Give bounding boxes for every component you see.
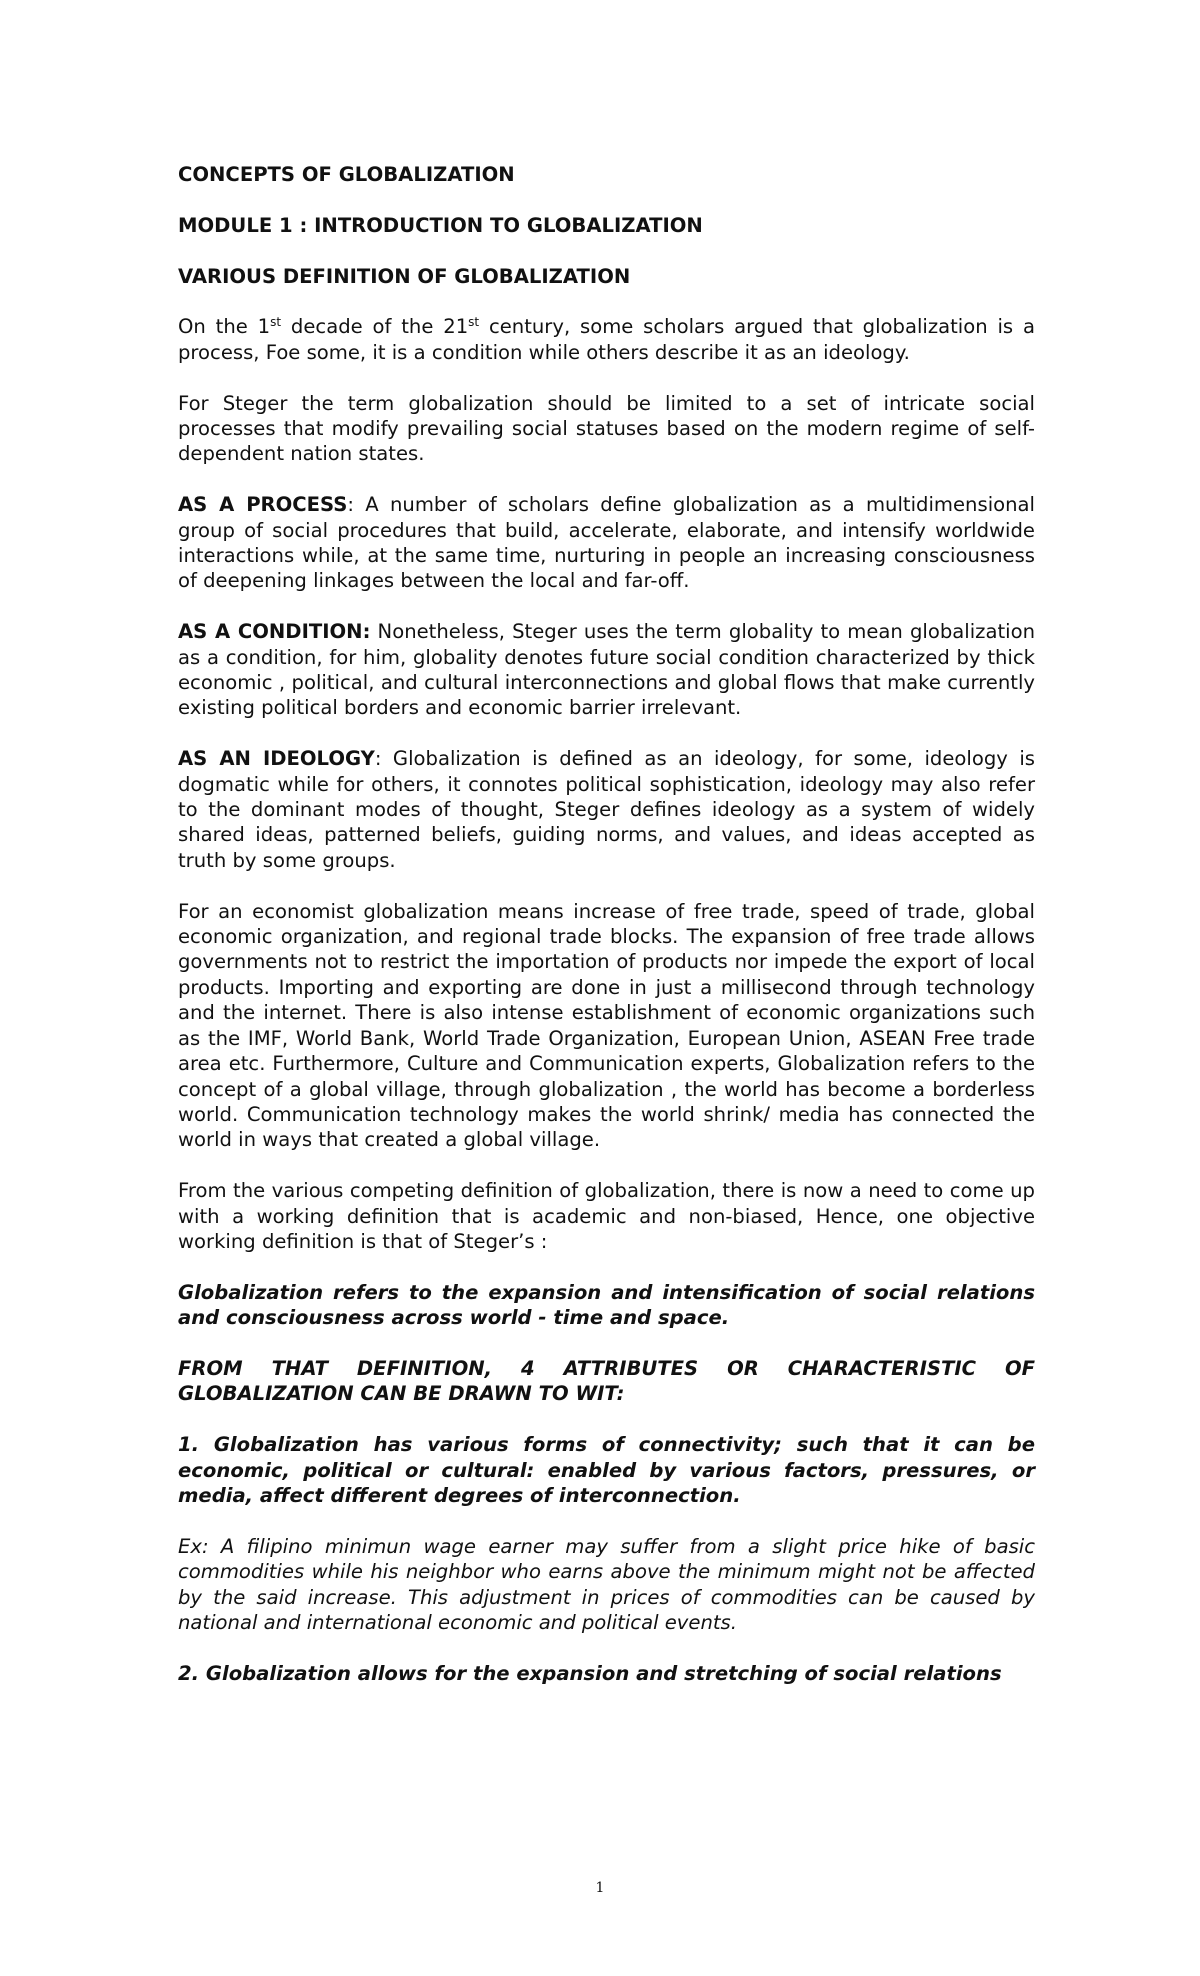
attribute-point-1: 1. Globalization has various forms of connectivity; such that it can be economic, political or cultural: enabled by various factors, pressures, or media, affect different degrees of interconnection. — [178, 1433, 1035, 1507]
intro-text-c: century, some scholars argued that globalization is a process, Foe some, it is a condition while others describe it as an ideology. — [178, 315, 1035, 364]
condition-paragraph — [178, 619, 1035, 721]
document-body — [178, 162, 1035, 1712]
attribute-point-2: 2. Globalization allows for the expansion and stretching of social relations — [178, 1661, 1002, 1685]
document-title: CONCEPTS OF GLOBALIZATION — [178, 163, 515, 186]
example-paragraph-1: Ex: A filipino minimun wage earner may suffer from a slight price hike of basic commodities while his neighbor who earns above the minimum might not be affected by the said increase. This adjustment in prices of commodities can be caused by national and international economic and political events. — [178, 1534, 1035, 1634]
process-paragraph — [178, 492, 1035, 594]
ideology-text: : Globalization is defined as an ideology, for some, ideology is dogmatic while for others, it connotes political sophistication, ideology may also refer to the dominant modes of thought, Steger defines ideology as a system of widely shared ideas, patterned beliefs, guiding norms, and values, and ideas accepted as truth by some groups. — [178, 747, 1035, 872]
steger-paragraph: For Steger the term globalization should be limited to a set of intricate social processes that modify prevailing social statuses based on the modern regime of self-dependent nation states. — [178, 391, 1035, 466]
page-number: 1 — [595, 1880, 605, 1896]
module-heading: MODULE 1 : INTRODUCTION TO GLOBALIZATION — [178, 213, 703, 237]
economist-paragraph: For an economist globalization means increase of free trade, speed of trade, global economic organization, and regional trade blocks. The expansion of free trade allows governments not to restrict the importation of products nor impede the export of local products. Importing and exporting are done in just a millisecond through technology and the internet. There is also intense establishment of economic organizations such as the IMF, World Bank, World Trade Organization, European Union, ASEAN Free trade area etc. Furthermore, Culture and Communication experts, Globalization refers to the concept of a global village, through globalization , the world has become a borderless world. Communication technology makes the world shrink/ media has connected the world in ways that created a global village. — [178, 899, 1035, 1152]
process-label: AS A PROCESS — [178, 493, 348, 517]
intro-paragraph — [178, 314, 1035, 365]
intro-superscript-2: st — [468, 315, 480, 330]
ideology-paragraph — [178, 746, 1035, 873]
intro-text-a: On the 1 — [178, 315, 271, 339]
attributes-heading: FROM THAT DEFINITION, 4 ATTRIBUTES OR CHARACTERISTIC OF GLOBALIZATION CAN BE DRAWN TO WIT: — [178, 1356, 1035, 1406]
process-text: : A number of scholars define globalization as a multidimensional group of social procedures that build, accelerate, elaborate, and intensify worldwide interactions while, at the same time, nurturing in people an increasing consciousness of deepening linkages between the local and far-off. — [178, 493, 1035, 593]
condition-label: AS A CONDITION: — [178, 620, 371, 644]
competing-definitions-paragraph: From the various competing definition of globalization, there is now a need to come up with a working definition that is academic and non-biased, Hence, one objective working definition is that of Steger’s : — [178, 1179, 1035, 1253]
intro-superscript-1: st — [270, 315, 282, 330]
condition-text: Nonetheless, Steger uses the term globality to mean globalization as a condition, for him, globality denotes future social condition characterized by thick economic , political, and cultural interconnections and global flows that make currently existing political borders and economic barrier irrelevant. — [178, 620, 1036, 720]
section-heading: VARIOUS DEFINITION OF GLOBALIZATION — [178, 264, 631, 288]
ideology-label: AS AN IDEOLOGY — [178, 747, 375, 771]
steger-definition: Globalization refers to the expansion and intensification of social relations and consciousness across world - time and space. — [178, 1280, 1035, 1330]
intro-text-b: decade of the 21 — [281, 315, 469, 339]
